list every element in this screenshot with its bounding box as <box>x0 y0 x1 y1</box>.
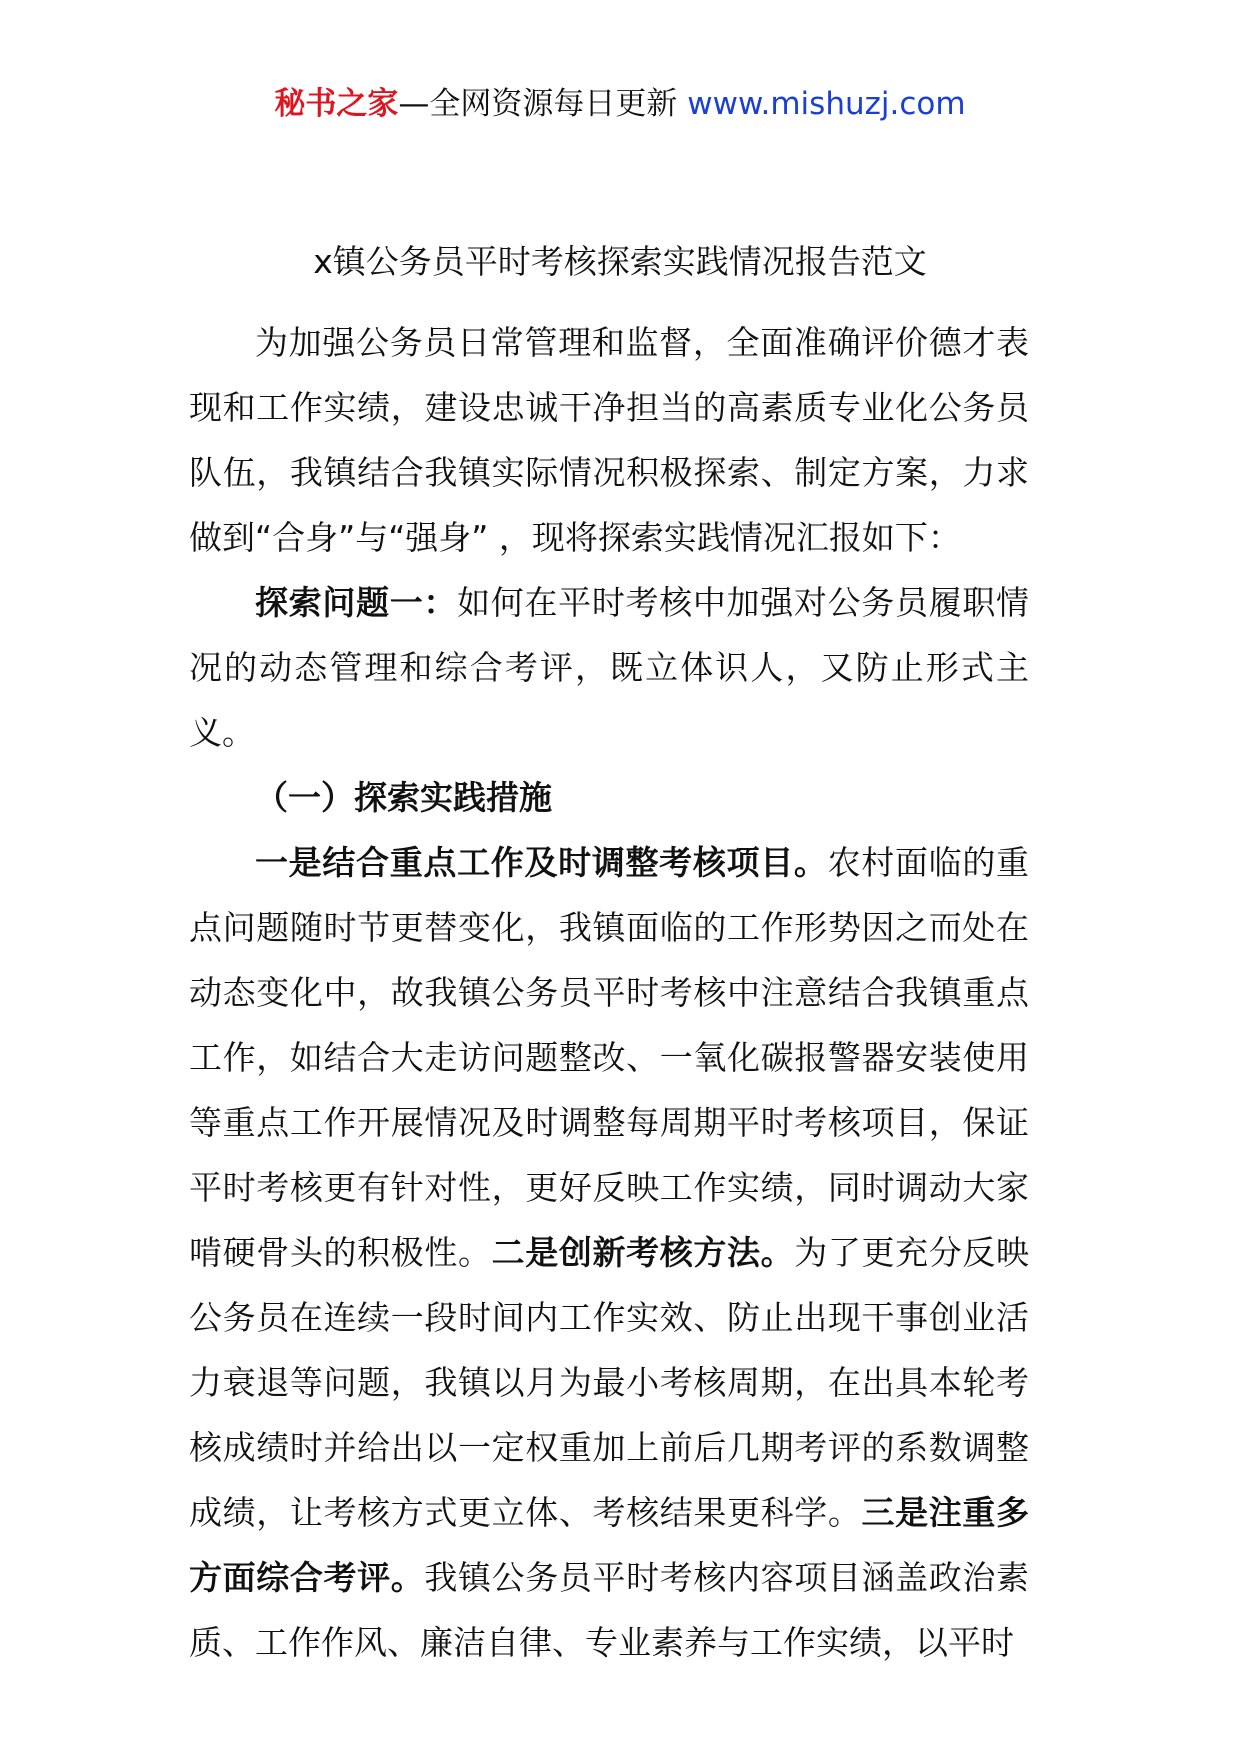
measures-paragraph <box>189 830 1029 1675</box>
document-body <box>189 310 1029 1675</box>
measure-heading-3: 三是注重多方面综合考评。 <box>189 1493 1029 1597</box>
measure-text-3: 我镇公务员平时考核内容项目涵盖政治素质、工作作风、廉洁自律、专业素养与工作实绩，以平时 <box>189 1558 1029 1662</box>
document-title: x镇公务员平时考核探索实践情况报告范文 <box>313 242 927 281</box>
site-brand: 秘书之家 <box>274 86 399 122</box>
site-slogan: —全网资源每日更新 <box>398 86 688 122</box>
measure-text-2: 为了更充分反映公务员在连续一段时间内工作实效、防止出现干事创业活力衰退等问题，我镇以月为最小考核周期，在出具本轮考核成绩时并给出以一定权重加上前后几期考评的系数调整成绩，让考核方式更立体、考核结果更科学。 <box>189 1233 1029 1532</box>
measure-text-1: 农村面临的重点问题随时节更替变化，我镇面临的工作形势因之而处在动态变化中，故我镇公务员平时考核中注意结合我镇重点工作，如结合大走访问题整改、一氧化碳报警器安装使用等重点工作开展情况及时调整每周期平时考核项目，保证平时考核更有针对性，更好反映工作实绩，同时调动大家啃硬骨头的积极性。 <box>189 843 1030 1272</box>
question-paragraph <box>189 570 1029 765</box>
question-label: 探索问题一： <box>255 583 458 622</box>
question-text: 如何在平时考核中加强对公务员履职情况的动态管理和综合考评，既立体识人，又防止形式主义。 <box>189 583 1030 752</box>
site-url-link[interactable]: www.mishuzj.com <box>687 86 966 122</box>
site-header <box>0 84 1240 124</box>
measure-heading-1: 一是结合重点工作及时调整考核项目。 <box>255 843 828 882</box>
section-heading: （一）探索实践措施 <box>255 778 552 817</box>
intro-paragraph: 为加强公务员日常管理和监督，全面准确评价德才表现和工作实绩，建设忠诚干净担当的高素质专业化公务员队伍，我镇结合我镇实际情况积极探索、制定方案，力求做到“合身”与“强身” ，现将探索实践情况汇报如下： <box>189 323 1029 557</box>
measure-heading-2: 二是创新考核方法。 <box>491 1233 795 1272</box>
